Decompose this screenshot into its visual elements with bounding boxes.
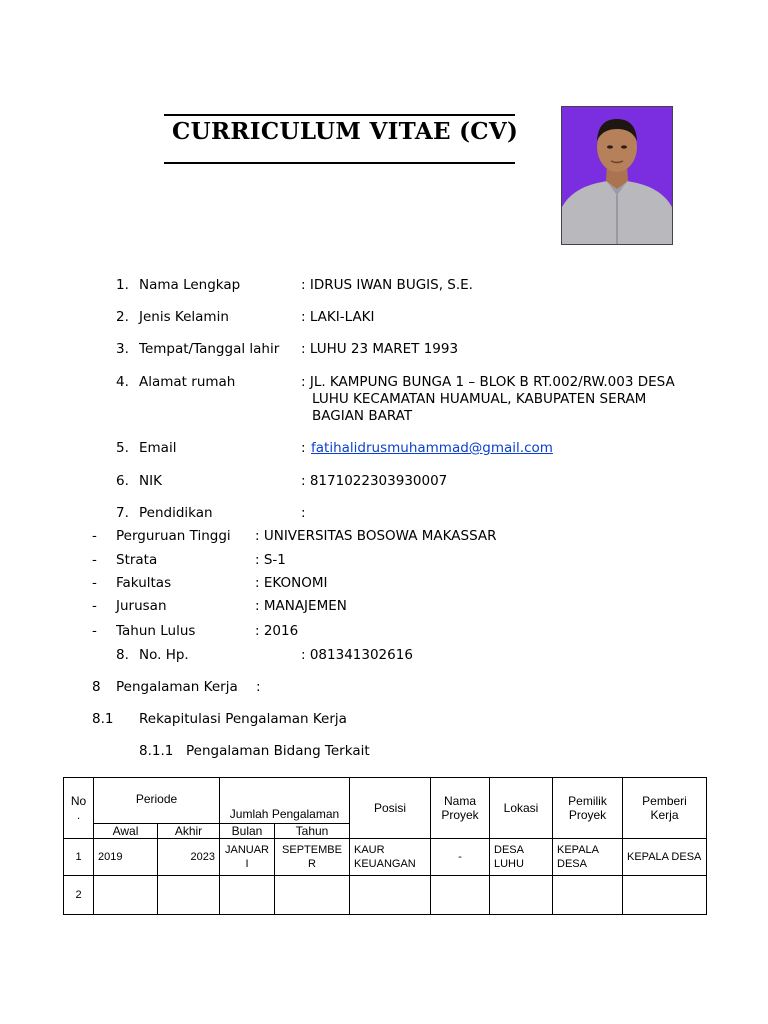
cell-pemilik-proyek: KEPALA DESA bbox=[553, 839, 623, 876]
label-nik: NIK bbox=[139, 473, 162, 489]
section-number: 8 bbox=[92, 679, 101, 695]
cell-posisi: KAUR KEUANGAN bbox=[350, 839, 431, 876]
cell-pemberi-kerja: KEPALA DESA bbox=[623, 839, 707, 876]
subsubsection-title: Pengalaman Bidang Terkait bbox=[186, 743, 370, 759]
cell-pemberi-kerja bbox=[623, 876, 707, 915]
section-colon: : bbox=[256, 679, 261, 695]
item-number: 8. bbox=[116, 647, 129, 663]
value-perguruan-tinggi: : UNIVERSITAS BOSOWA MAKASSAR bbox=[255, 528, 497, 544]
label-strata: Strata bbox=[116, 552, 158, 568]
header-periode: Periode bbox=[94, 778, 220, 824]
cell-akhir bbox=[158, 876, 220, 915]
cell-lokasi bbox=[490, 876, 553, 915]
value-alamat-line-1: : JL. KAMPUNG BUNGA 1 – BLOK B RT.002/RW.003 DESA bbox=[301, 374, 675, 390]
portrait-icon bbox=[562, 107, 672, 244]
subsection-number: 8.1 bbox=[92, 711, 114, 727]
label-email: Email bbox=[139, 440, 177, 456]
value-alamat-line-2: LUHU KECAMATAN HUAMUAL, KABUPATEN SERAM bbox=[312, 391, 647, 407]
value-tahun-lulus: : 2016 bbox=[255, 623, 299, 639]
section-title-pengalaman-kerja: Pengalaman Kerja bbox=[116, 679, 238, 695]
title-rule-bottom bbox=[164, 162, 515, 164]
experience-table bbox=[63, 777, 707, 915]
table-row bbox=[64, 876, 707, 915]
cell-awal: 2019 bbox=[94, 839, 158, 876]
value-alamat-line-3: BAGIAN BARAT bbox=[312, 408, 413, 424]
label-jurusan: Jurusan bbox=[116, 598, 167, 614]
label-jenis-kelamin: Jenis Kelamin bbox=[139, 309, 229, 325]
cell-nama-proyek: - bbox=[431, 839, 490, 876]
value-no-hp: : 081341302616 bbox=[301, 647, 413, 663]
cell-no: 2 bbox=[64, 876, 94, 915]
cell-bulan bbox=[220, 876, 275, 915]
label-pendidikan: Pendidikan bbox=[139, 505, 213, 521]
page-title: CURRICULUM VITAE (CV) bbox=[172, 118, 519, 145]
header-no-dot: . bbox=[76, 808, 81, 822]
value-pendidikan: : bbox=[301, 505, 306, 521]
header-tahun: Tahun bbox=[275, 824, 350, 839]
cell-lokasi: DESA LUHU bbox=[490, 839, 553, 876]
label-fakultas: Fakultas bbox=[116, 575, 172, 591]
item-number: 4. bbox=[116, 374, 129, 390]
list-dash: - bbox=[92, 575, 97, 591]
value-fakultas: : EKONOMI bbox=[255, 575, 328, 591]
header-no bbox=[64, 778, 94, 839]
list-dash: - bbox=[92, 528, 97, 544]
value-jurusan: : MANAJEMEN bbox=[255, 598, 347, 614]
header-akhir: Akhir bbox=[158, 824, 220, 839]
cell-bulan: JANUARI bbox=[220, 839, 275, 876]
cell-nama-proyek bbox=[431, 876, 490, 915]
table-row bbox=[64, 839, 707, 876]
label-alamat-rumah: Alamat rumah bbox=[139, 374, 236, 390]
cell-akhir: 2023 bbox=[158, 839, 220, 876]
item-number: 1. bbox=[116, 277, 129, 293]
subsubsection-number: 8.1.1 bbox=[139, 743, 174, 759]
list-dash: - bbox=[92, 598, 97, 614]
item-number: 6. bbox=[116, 473, 129, 489]
subsection-title: Rekapitulasi Pengalaman Kerja bbox=[139, 711, 347, 727]
title-rule-top bbox=[164, 114, 515, 116]
value-nik: : 8171022303930007 bbox=[301, 473, 448, 489]
list-dash: - bbox=[92, 552, 97, 568]
item-number: 5. bbox=[116, 440, 129, 456]
header-jumlah-pengalaman: Jumlah Pengalaman bbox=[220, 778, 350, 824]
list-dash: - bbox=[92, 623, 97, 639]
header-pemberi-kerja: Pemberi Kerja bbox=[623, 778, 707, 839]
header-lokasi: Lokasi bbox=[490, 778, 553, 839]
item-number: 7. bbox=[116, 505, 129, 521]
value-jenis-kelamin: : LAKI-LAKI bbox=[301, 309, 375, 325]
label-no-hp: No. Hp. bbox=[139, 647, 189, 663]
email-link[interactable]: fatihalidrusmuhammad@gmail.com bbox=[311, 440, 553, 456]
cell-awal bbox=[94, 876, 158, 915]
cell-posisi bbox=[350, 876, 431, 915]
value-nama-lengkap: : IDRUS IWAN BUGIS, S.E. bbox=[301, 277, 473, 293]
value-strata: : S-1 bbox=[255, 552, 286, 568]
label-tempat-tanggal-lahir: Tempat/Tanggal lahir bbox=[139, 341, 280, 357]
label-perguruan-tinggi: Perguruan Tinggi bbox=[116, 528, 231, 544]
header-no-text: No bbox=[70, 794, 87, 808]
header-pemilik-proyek: Pemilik Proyek bbox=[553, 778, 623, 839]
item-number: 3. bbox=[116, 341, 129, 357]
header-posisi: Posisi bbox=[350, 778, 431, 839]
label-tahun-lulus: Tahun Lulus bbox=[116, 623, 196, 639]
portrait-photo bbox=[561, 106, 673, 245]
label-nama-lengkap: Nama Lengkap bbox=[139, 277, 241, 293]
cell-tahun bbox=[275, 876, 350, 915]
cell-tahun: SEPTEMBER bbox=[275, 839, 350, 876]
header-nama-proyek: Nama Proyek bbox=[431, 778, 490, 839]
email-colon: : bbox=[301, 440, 306, 456]
cell-no: 1 bbox=[64, 839, 94, 876]
header-bulan: Bulan bbox=[220, 824, 275, 839]
value-tempat-tanggal-lahir: : LUHU 23 MARET 1993 bbox=[301, 341, 459, 357]
cell-pemilik-proyek bbox=[553, 876, 623, 915]
header-awal: Awal bbox=[94, 824, 158, 839]
item-number: 2. bbox=[116, 309, 129, 325]
